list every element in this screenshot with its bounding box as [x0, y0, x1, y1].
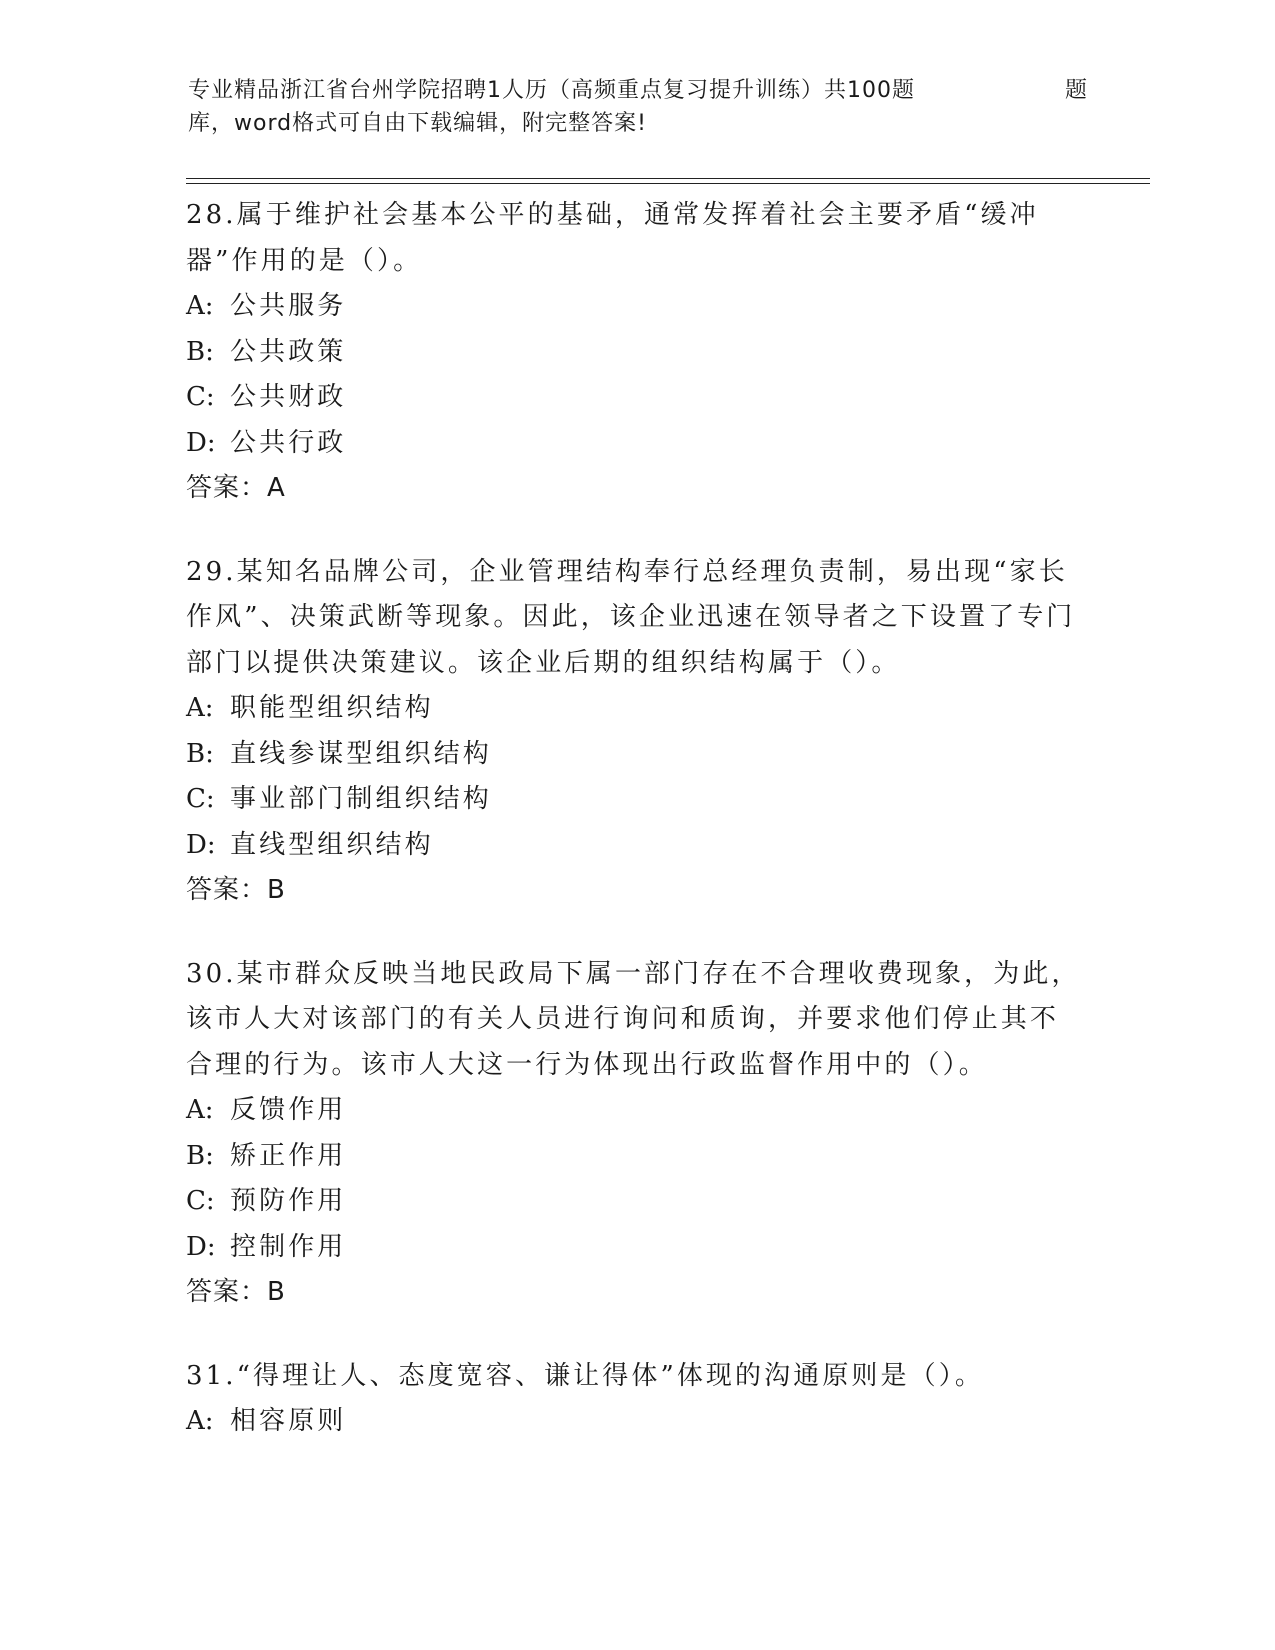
question-stem: 31.“得理让人、态度宽容、谦让得体”体现的沟通原则是（）。	[186, 1360, 984, 1391]
option-text: 公共行政	[230, 427, 347, 458]
option-text: 直线型组织结构	[230, 829, 434, 860]
answer: 答案：B	[186, 1277, 286, 1307]
option-letter: A:	[186, 1406, 214, 1436]
header-line-1	[188, 74, 1088, 107]
option-text: 公共财政	[230, 382, 347, 412]
question-stem: 28.属于维护社会基本公平的基础，通常发挥着社会主要矛盾“缓冲器”作用的是（）。	[186, 200, 1039, 276]
header-rule-top	[186, 178, 1150, 179]
header-title: 专业精品浙江省台州学院招聘1人历（高频重点复习提升训练）共100题	[188, 78, 915, 103]
option-text: 控制作用	[230, 1231, 347, 1262]
option-letter: B:	[186, 1140, 214, 1171]
option-text: 直线参谋型组织结构	[230, 738, 492, 769]
option-c	[186, 1179, 1086, 1225]
option-text: 反馈作用	[230, 1095, 347, 1125]
option-letter: C:	[186, 784, 215, 814]
option-text: 职能型组织结构	[230, 693, 434, 723]
option-letter: B:	[186, 336, 214, 367]
option-a	[186, 1088, 1086, 1134]
question-list	[186, 193, 1086, 1483]
option-letter: D:	[186, 829, 216, 860]
answer: 答案：B	[186, 875, 286, 905]
option-b	[186, 732, 1086, 778]
option-a	[186, 686, 1086, 732]
option-text: 公共政策	[230, 336, 347, 367]
option-d	[186, 1225, 1086, 1271]
option-letter: A:	[186, 693, 214, 723]
option-letter: A:	[186, 291, 214, 321]
option-a	[186, 1399, 1086, 1445]
option-text: 相容原则	[230, 1406, 347, 1436]
question-31	[186, 1354, 1086, 1445]
question-30	[186, 952, 1086, 1316]
option-letter: D:	[186, 427, 216, 458]
question-29	[186, 550, 1086, 914]
question-28	[186, 193, 1086, 512]
option-a	[186, 284, 1086, 330]
option-letter: C:	[186, 382, 215, 412]
document-header	[188, 74, 1088, 140]
option-c	[186, 777, 1086, 823]
header-title-end: 题	[1064, 78, 1088, 103]
option-d	[186, 421, 1086, 467]
option-letter: C:	[186, 1186, 215, 1216]
option-letter: A:	[186, 1095, 214, 1125]
option-b	[186, 1134, 1086, 1180]
option-letter: B:	[186, 738, 214, 769]
option-text: 预防作用	[230, 1186, 347, 1216]
answer: 答案：A	[186, 473, 286, 503]
header-rule-bottom	[186, 183, 1150, 184]
option-text: 矫正作用	[230, 1140, 347, 1171]
option-b	[186, 330, 1086, 376]
option-c	[186, 375, 1086, 421]
header-line-2: 库，word格式可自由下载编辑，附完整答案!	[188, 111, 647, 136]
option-text: 事业部门制组织结构	[230, 784, 492, 814]
option-text: 公共服务	[230, 291, 347, 321]
question-stem: 30.某市群众反映当地民政局下属一部门存在不合理收费现象，为此，该市人大对该部门的有关人员进行询问和质询，并要求他们停止其不合理的行为。该市人大这一行为体现出行政监督作用中的（）。	[186, 958, 1081, 1080]
question-stem: 29.某知名品牌公司，企业管理结构奉行总经理负责制，易出现“家长作风”、决策武断等现象。因此，该企业迅速在领导者之下设置了专门部门以提供决策建议。该企业后期的组织结构属于（）。	[186, 556, 1076, 678]
option-letter: D:	[186, 1231, 216, 1262]
option-d	[186, 823, 1086, 869]
